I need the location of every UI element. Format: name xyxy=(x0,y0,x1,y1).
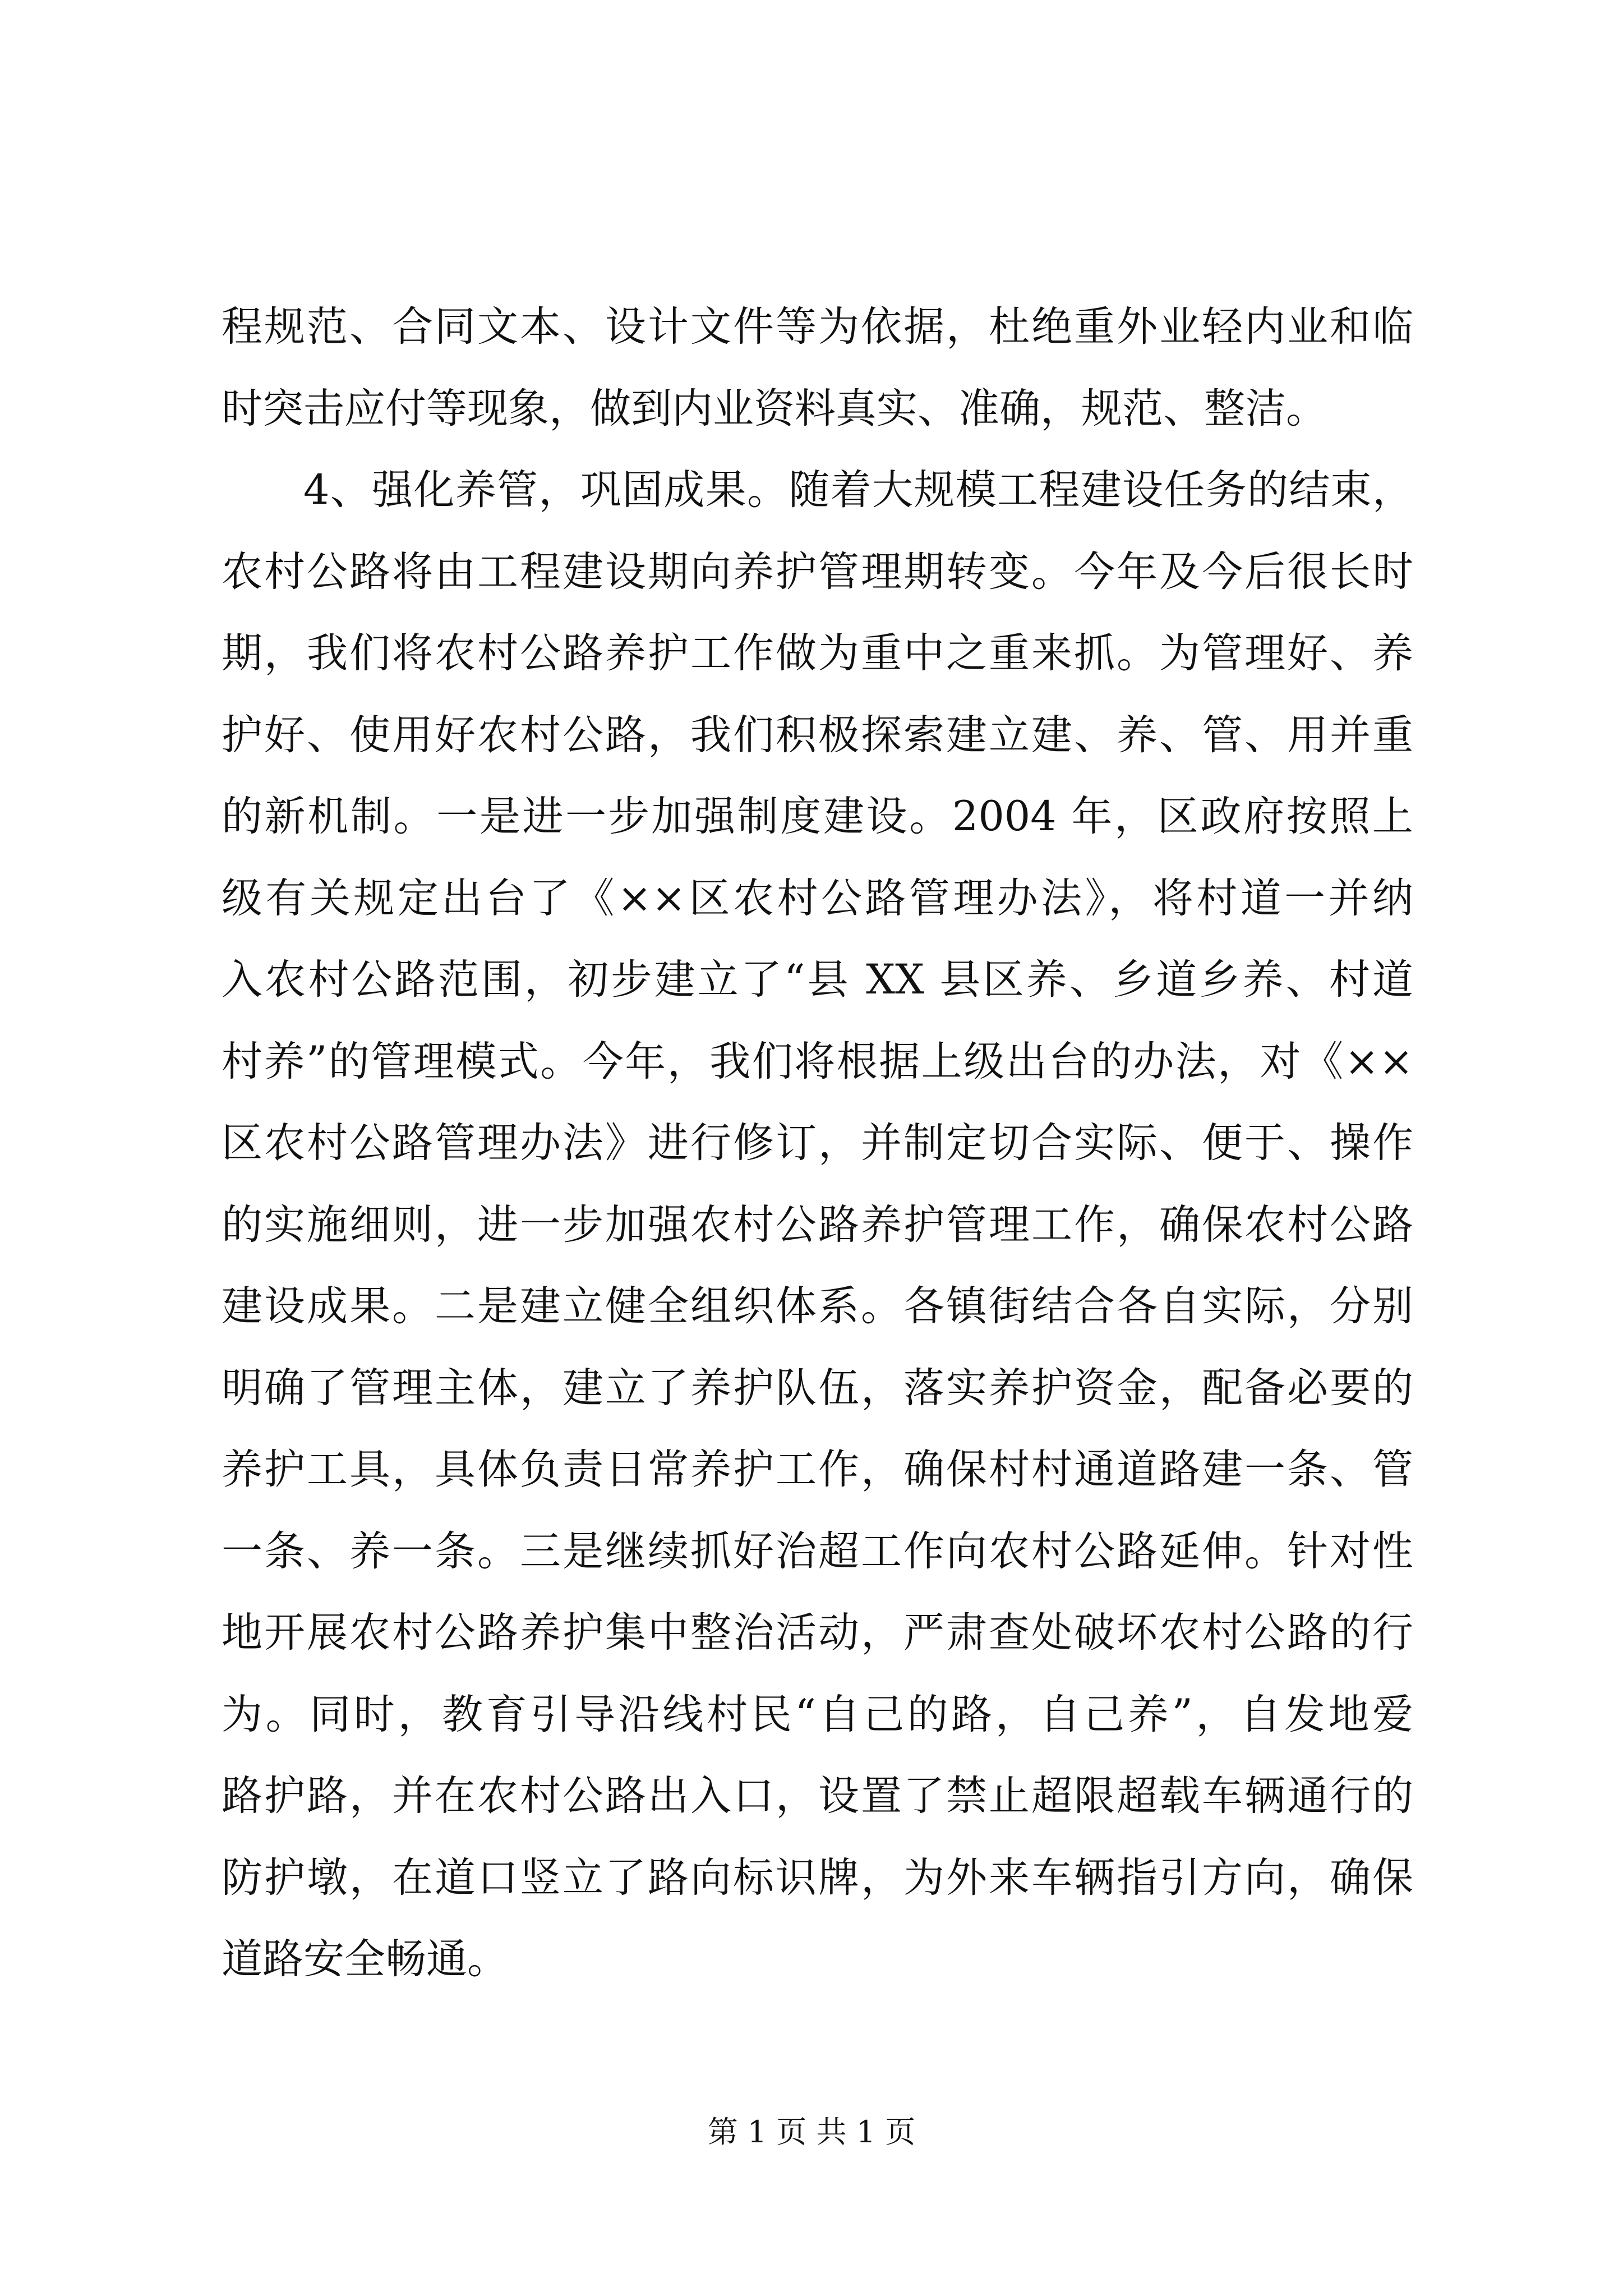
text-line: 区农村公路管理办法》进行修订，并制定切合实际、便于、操作 xyxy=(222,1119,1413,1167)
text-line: 防护墩，在道口竖立了路向标识牌，为外来车辆指引方向，确保 xyxy=(222,1853,1413,1902)
text-line: 的新机制。一是进一步加强制度建设。2004 年，区政府按照上 xyxy=(222,793,1413,840)
text-line: 为。同时，教育引导沿线村民“自己的路，自己养”，自发地爱 xyxy=(222,1690,1413,1738)
text-line: 期，我们将农村公路养护工作做为重中之重来抓。为管理好、养 xyxy=(222,629,1413,677)
text-line: 地开展农村公路养护集中整治活动，严肃查处破坏农村公路的行 xyxy=(222,1609,1413,1657)
text-line: 护好、使用好农村公路，我们积极探索建立建、养、管、用并重 xyxy=(222,711,1413,759)
text-line: 级有关规定出台了《××区农村公路管理办法》，将村道一并纳 xyxy=(222,874,1413,922)
text-line: 的实施细则，进一步加强农村公路养护管理工作，确保农村公路 xyxy=(222,1200,1413,1249)
text-line: 时突击应付等现象，做到内业资料真实、准确，规范、整洁。 xyxy=(222,384,1327,432)
body-text xyxy=(222,286,1413,2000)
text-line: 一条、养一条。三是继续抓好治超工作向农村公路延伸。针对性 xyxy=(222,1527,1413,1575)
text-line: 养护工具，具体负责日常养护工作，确保村村通道路建一条、管 xyxy=(222,1446,1413,1493)
text-line: 4、强化养管，巩固成果。随着大规模工程建设任务的结束， xyxy=(303,466,1413,514)
text-line: 入农村公路范围，初步建立了“县 XX 县区养、乡道乡养、村道 xyxy=(222,956,1413,1004)
page-footer: 第 1 页 共 1 页 xyxy=(707,2114,916,2150)
text-line: 建设成果。二是建立健全组织体系。各镇街结合各自实际，分别 xyxy=(222,1282,1413,1330)
text-line: 路护路，并在农村公路出入口，设置了禁止超限超载车辆通行的 xyxy=(222,1772,1413,1820)
text-line: 村养”的管理模式。今年，我们将根据上级出台的办法，对《×× xyxy=(222,1037,1413,1085)
text-line: 明确了管理主体，建立了养护队伍，落实养护资金，配备必要的 xyxy=(222,1364,1413,1412)
text-line: 程规范、合同文本、设计文件等为依据，杜绝重外业轻内业和临 xyxy=(222,303,1413,351)
text-line: 农村公路将由工程建设期向养护管理期转变。今年及今后很长时 xyxy=(222,547,1413,596)
text-line: 道路安全畅通。 xyxy=(222,1935,508,1983)
